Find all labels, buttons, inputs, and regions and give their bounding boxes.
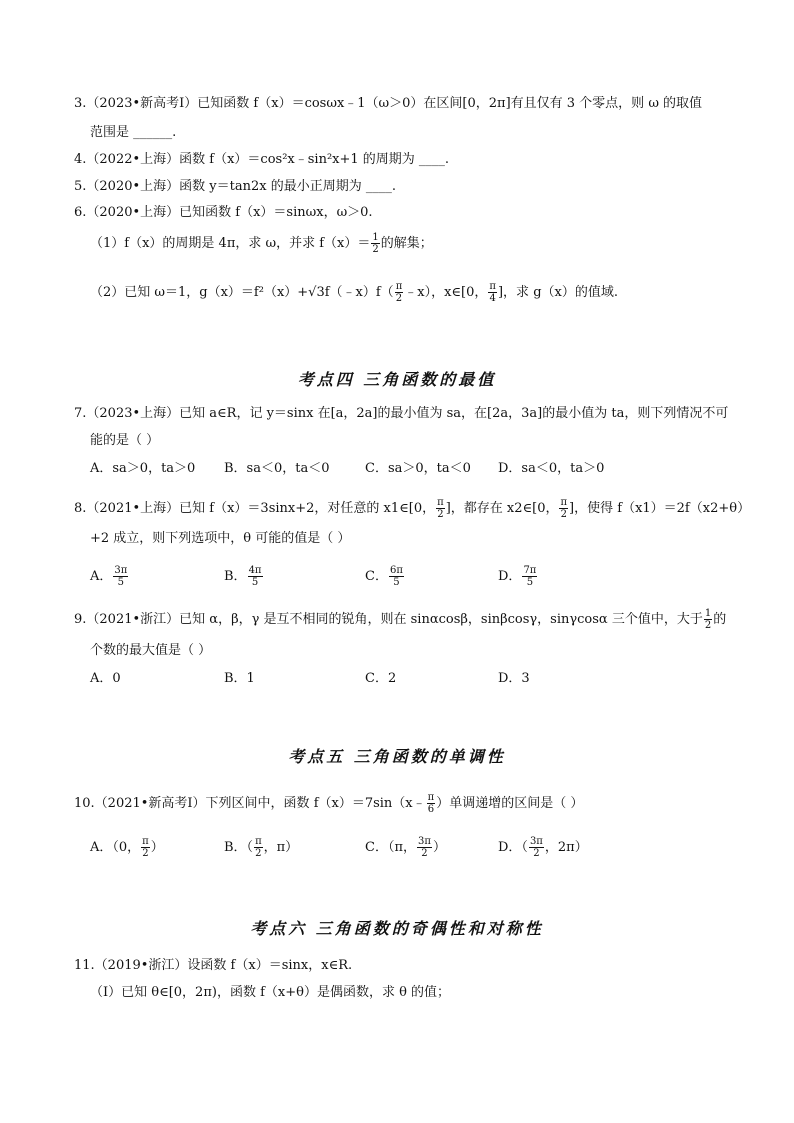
option-label: D． [498,569,522,584]
frac-num: π [255,836,262,847]
q8-line1 [74,497,750,520]
q10-line1 [74,792,583,815]
frac-den: 5 [393,577,400,588]
option-label: B． [224,569,247,584]
option-pre: B．（ [224,840,254,855]
frac-num: π [427,792,435,803]
q8-mid: ]，都存在 x2∈[0， [445,501,559,516]
q8-fraction-2 [559,497,568,520]
option-fraction [417,836,432,859]
q3-line2: 范围是 ______. [90,125,177,140]
q3-line1: 3.（2023•新高考Ⅰ）已知函数 f（x）＝cosωx﹣1（ω＞0）在区间[0，2π]有且仅有 3 个零点，则 ω 的取值 [74,96,703,111]
option-fraction [254,836,263,859]
q7-option-b: B．sa＜0，ta＜0 [224,461,330,476]
q6-part1-fraction [371,232,379,255]
q10-option-a [90,836,164,859]
q8-post: ]，使得 f（x1）＝2f（x2+θ） [569,501,751,516]
option-fraction [113,565,128,588]
option-post: ） [432,840,446,855]
frac-num: π [142,836,149,847]
frac-den: 2 [533,848,540,859]
q6-part2-post: ]，求 g（x）的值域. [497,285,618,300]
frac-den: 2 [142,848,149,859]
q8-option-c [365,565,405,588]
q6-part2-fraction-2 [488,281,497,304]
q8-option-b [224,565,264,588]
q6-part2-pre: （2）已知 ω＝1，g（x）＝f²（x）+√3f（﹣x）f（ [90,285,394,300]
q8-pre: 8.（2021•上海）已知 f（x）＝3sinx+2，对任意的 x1∈[0， [74,501,436,516]
q7-line2: 能的是（ ） [90,433,160,448]
option-fraction [522,565,537,588]
q9-option-a: A．0 [90,671,121,686]
option-fraction [529,836,544,859]
q9-post: 的 [713,612,727,627]
frac-den: 5 [526,577,534,588]
q9-option-c: C．2 [365,671,397,686]
option-post: ） [150,840,164,855]
option-fraction [248,565,263,588]
option-post: ，2π） [544,840,588,855]
q5-line: 5.（2020•上海）函数 y＝tan2x 的最小正周期为 ____. [74,179,396,194]
q6-part2-mid: ﹣x），x∈[0， [404,285,488,300]
frac-num: π [560,497,568,508]
q6-part2-fraction-1 [395,281,404,304]
q8-fraction-1 [436,497,445,520]
q7-line1: 7.（2023•上海）已知 a∈R，记 y＝sinx 在[a，2a]的最小值为 sa，在[2a，3a]的最小值为 ta，则下列情况不可 [74,406,729,421]
q7-option-a: A．sa＞0，ta＞0 [90,461,196,476]
frac-den: 2 [704,620,712,631]
q6-part1-post: 的解集； [380,236,433,251]
frac-num: 6π [389,565,403,576]
frac-num: 4π [248,565,262,576]
option-pre: D．（ [498,840,528,855]
q7-option-c: C．sa＞0，ta＜0 [365,461,471,476]
q10-option-b [224,836,298,859]
q7-option-d: D．sa＜0，ta＞0 [498,461,605,476]
frac-num: 3π [529,836,543,847]
frac-num: 3π [114,565,128,576]
section-heading-4: 考点四 三角函数的最值 [297,370,497,389]
q8-option-a [90,565,129,588]
frac-num: 3π [418,836,431,847]
frac-den: 4 [489,293,496,304]
frac-den: 5 [251,577,259,588]
frac-num: 1 [372,232,379,243]
q9-option-b: B．1 [224,671,255,686]
q9-line1 [74,608,726,631]
q6-part1-pre: （1）f（x）的周期是 4π，求 ω，并求 f（x）＝ [90,236,371,251]
q8-line2: +2 成立，则下列选项中，θ 可能的值是（ ） [90,531,351,546]
frac-den: 2 [255,848,262,859]
frac-den: 2 [395,293,403,304]
option-label: A． [90,569,113,584]
frac-num: 7π [523,565,537,576]
frac-num: 1 [704,608,712,619]
frac-den: 2 [560,509,567,520]
frac-den: 2 [437,509,444,520]
option-label: C． [365,569,388,584]
q10-option-d [498,836,588,859]
q10-fraction [427,792,436,815]
q11-line2: （Ⅰ）已知 θ∈[0，2π)，函数 f（x+θ）是偶函数，求 θ 的值； [90,985,451,1000]
option-fraction [141,836,150,859]
q10-post: ）单调递增的区间是（ ） [436,796,584,811]
section-heading-6: 考点六 三角函数的奇偶性和对称性 [250,919,544,938]
frac-num: π [489,281,496,292]
q6-part2 [90,281,618,304]
frac-den: 5 [117,577,125,588]
q10-pre: 10.（2021•新高考Ⅰ）下列区间中，函数 f（x）＝7sin（x﹣ [74,796,426,811]
section-heading-5: 考点五 三角函数的单调性 [288,747,506,766]
frac-den: 6 [427,804,435,815]
q6-line1: 6.（2020•上海）已知函数 f（x）＝sinωx，ω＞0. [74,205,373,220]
frac-den: 2 [421,848,428,859]
q9-option-d: D．3 [498,671,530,686]
frac-den: 2 [372,244,379,255]
q9-line2: 个数的最大值是（ ） [90,643,212,658]
q8-option-d [498,565,538,588]
q6-part1 [90,232,433,255]
option-pre: C．（π， [365,840,416,855]
option-post: ，π） [263,840,299,855]
q9-fraction [704,608,712,631]
option-pre: A．（0， [90,840,141,855]
q4-line: 4.（2022•上海）函数 f（x）＝cos²x﹣sin²x+1 的周期为 ____. [74,152,450,167]
frac-num: π [437,497,444,508]
q10-option-c [365,836,446,859]
q11-line1: 11.（2019•浙江）设函数 f（x）＝sinx，x∈R. [74,958,353,973]
q9-pre: 9.（2021•浙江）已知 α，β，γ 是互不相同的锐角，则在 sinαcosβ，sinβcosγ，sinγcosα 三个值中，大于 [74,612,703,627]
frac-num: π [395,281,403,292]
option-fraction [389,565,404,588]
